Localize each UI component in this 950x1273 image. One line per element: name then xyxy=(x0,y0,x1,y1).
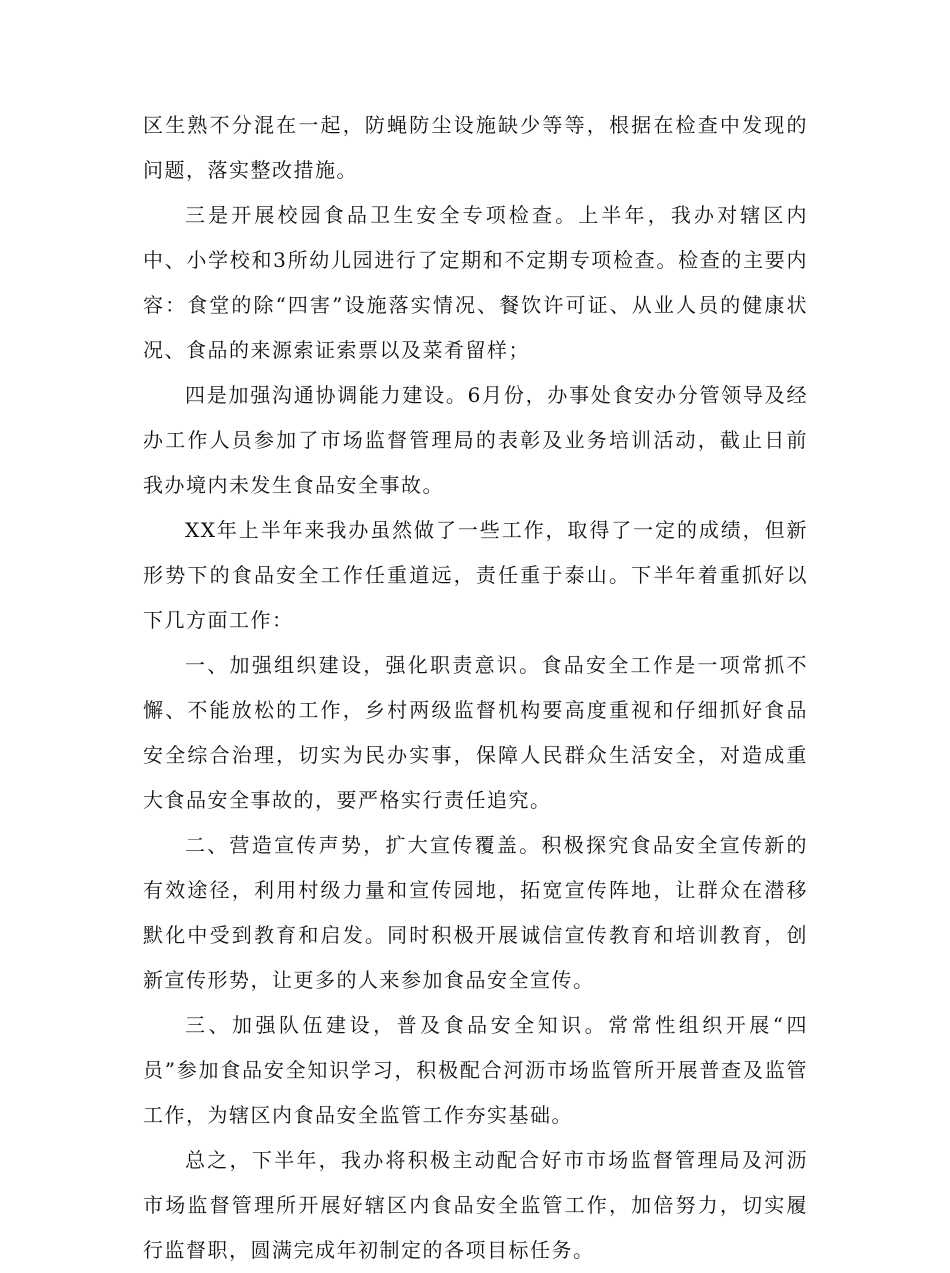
paragraph-item-organization: 一、加强组织建设，强化职责意识。食品安全工作是一项常抓不懈、不能放松的工作，乡村两级监督机构要高度重视和仔细抓好食品安全综合治理，切实为民办实事，保障人民群众生活安全，对造成重大食品安全事故的，要严格实行责任追究。 xyxy=(143,653,808,812)
document-body xyxy=(143,103,808,1273)
paragraph-item-publicity: 二、营造宣传声势，扩大宣传覆盖。积极探究食品安全宣传新的有效途径，利用村级力量和宣传园地，拓宽宣传阵地，让群众在潜移默化中受到教育和启发。同时积极开展诚信宣传教育和培训教育，创新宣传形势，让更多的人来参加食品安全宣传。 xyxy=(143,833,808,992)
paragraph-communication: 四是加强沟通协调能力建设。6月份，办事处食安办分管领导及经办工作人员参加了市场监督管理局的表彰及业务培训活动，截止日前我办境内未发生食品安全事故。 xyxy=(143,383,808,497)
paragraph-continuation: 区生熟不分混在一起，防蝇防尘设施缺少等等，根据在检查中发现的问题，落实整改措施。 xyxy=(143,113,808,182)
paragraph-conclusion: 总之，下半年，我办将积极主动配合好市市场监督管理局及河沥市场监督管理所开展好辖区内食品安全监管工作，加倍努力，切实履行监督职，圆满完成年初制定的各项目标任务。 xyxy=(143,1148,808,1262)
paragraph-item-team: 三、加强队伍建设，普及食品安全知识。常常性组织开展“四员”参加食品安全知识学习，积极配合河沥市场监管所开展普查及监管工作，为辖区内食品安全监管工作夯实基础。 xyxy=(143,1013,808,1127)
paragraph-summary-intro: XX年上半年来我办虽然做了一些工作，取得了一定的成绩，但新形势下的食品安全工作任重道远，责任重于泰山。下半年着重抓好以下几方面工作： xyxy=(143,518,808,632)
paragraph-school-inspection: 三是开展校园食品卫生安全专项检查。上半年，我办对辖区内中、小学校和3所幼儿园进行了定期和不定期专项检查。检查的主要内容：食堂的除“四害”设施落实情况、餐饮许可证、从业人员的健康状况、食品的来源索证索票以及菜肴留样； xyxy=(143,203,808,362)
